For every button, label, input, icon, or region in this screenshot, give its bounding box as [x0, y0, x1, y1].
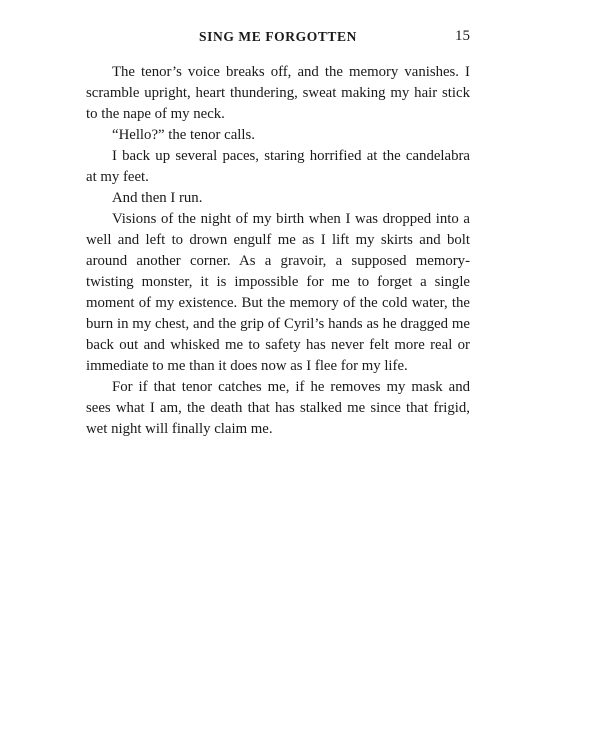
paragraph: “Hello?” the tenor calls. [112, 127, 255, 143]
paragraph: Visions of the night of my birth when I was dropped into a well and left to drown engulf me as I lift my skirts and bolt around another corner. As a gravoir, a supposed memory-twisting monster, it is impossible for me to forget a single moment of my existence. But the memory of the cold water, the burn in my chest, and the grip of Cyril’s hands as he dragged me back out and whisked me to safety has never felt more real or immediate to me than it does now as I flee for my life. [86, 211, 470, 374]
paragraph: The tenor’s voice breaks off, and the memory vanishes. I scramble upright, heart thundering, sweat making my hair stick to the nape of my neck. [86, 64, 470, 122]
paragraph: I back up several paces, staring horrified at the candelabra at my feet. [86, 148, 470, 185]
running-head [86, 29, 470, 49]
running-title: SING ME FORGOTTEN [199, 29, 357, 44]
body-text [86, 62, 470, 440]
page-number: 15 [455, 28, 470, 44]
paragraph: And then I run. [112, 190, 203, 206]
paragraph: For if that tenor catches me, if he removes my mask and sees what I am, the death that has stalked me since that frigid, wet night will finally claim me. [86, 379, 470, 437]
